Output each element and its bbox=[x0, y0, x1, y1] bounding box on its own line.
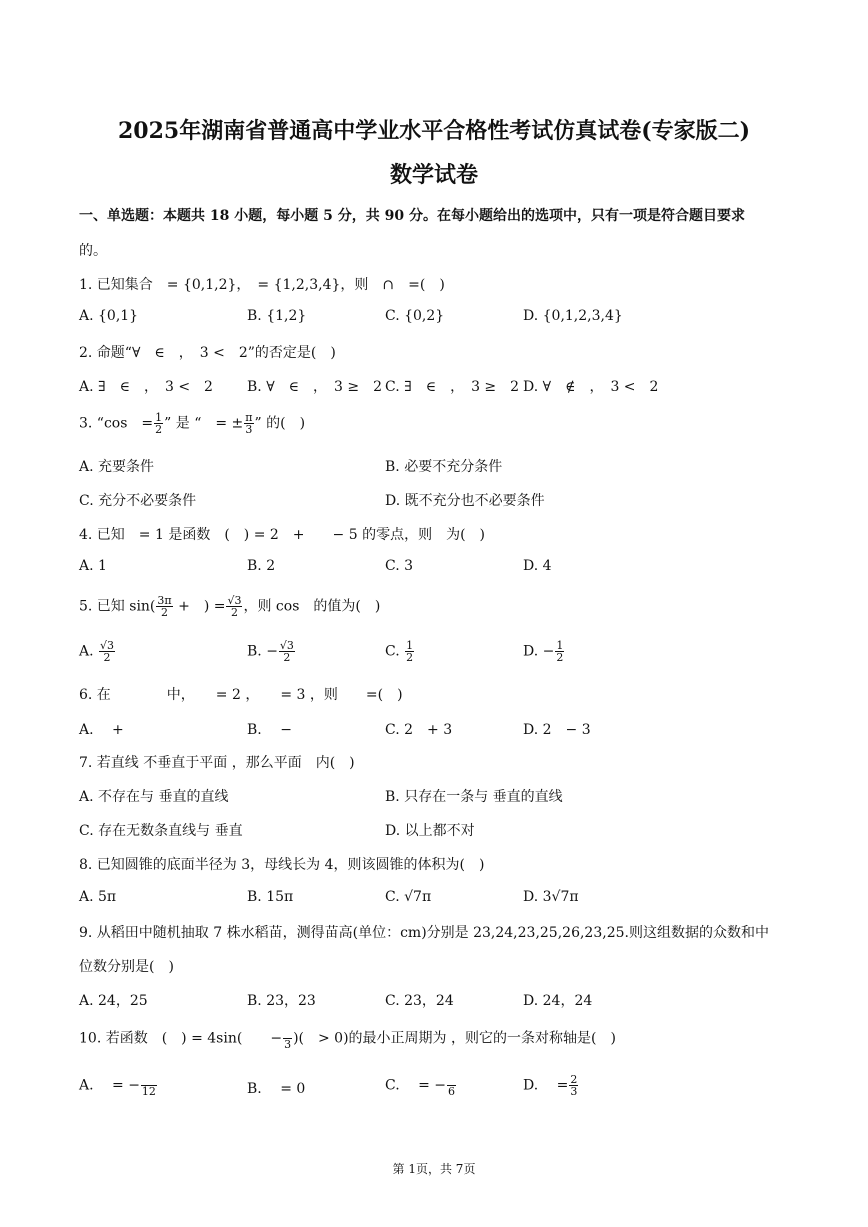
page-footer: 第 1页，共 7页 bbox=[392, 1162, 476, 1176]
q2-option-b: B. ∀ ∈ ， 3 ≥ 2 bbox=[247, 379, 382, 395]
q9-option-c: C. 23，24 bbox=[385, 993, 454, 1009]
q5-fraction-1: $\frac{3\pi}{2}$ bbox=[157, 594, 172, 619]
q7-option-b: B. 只存在一条与 垂直的直线 bbox=[385, 789, 563, 805]
q5-option-d: D. − $\frac{1}{2}$ bbox=[523, 639, 564, 664]
q7-option-a: A. 不存在与 垂直的直线 bbox=[79, 789, 229, 805]
q10-option-a: A. = − 12 bbox=[79, 1074, 158, 1097]
question-4-stem: 4. 已知 = 1 是函数 ( ) = 2 + − 5 的零点，则 为( ) bbox=[79, 527, 485, 543]
q7-option-d: D. 以上都不对 bbox=[385, 823, 475, 839]
q4-option-c: C. 3 bbox=[385, 558, 414, 574]
q5-fraction-2: $\frac{√3}{2}$ bbox=[227, 594, 242, 619]
question-10-stem bbox=[79, 1027, 616, 1050]
q2-option-c: C. ∃ ∈ ， 3 ≥ 2 bbox=[385, 379, 520, 395]
q8-option-b: B. 15π bbox=[247, 889, 294, 905]
q3-stem-part-c: ” 的( ) bbox=[254, 415, 306, 432]
q1-option-c: C. {0,2} bbox=[385, 308, 445, 324]
q1-option-a: A. {0,1} bbox=[79, 308, 139, 324]
q4-option-a: A. 1 bbox=[79, 558, 107, 574]
q3-option-d: D. 既不充分也不必要条件 bbox=[385, 493, 545, 509]
q10-stem-part-b: )( > 0)的最小正周期为 ，则它的一条对称轴是( ) bbox=[293, 1030, 616, 1047]
section-heading-line2: 的。 bbox=[79, 243, 107, 259]
question-6-stem: 6. 在 中， = 2 ， = 3 ，则 =( ) bbox=[79, 687, 403, 703]
q2-option-d: D. ∀ ∉ ， 3 < 2 bbox=[523, 379, 659, 395]
section-heading-line1: 一、单选题：本题共 18 小题，每小题 5 分，共 90 分。在每小题给出的选项中，只有一项是符合题目要求 bbox=[79, 208, 745, 224]
q10-option-d: D. = $\frac{2}{3}$ bbox=[523, 1073, 578, 1098]
q3-option-a: A. 充要条件 bbox=[79, 459, 155, 475]
exam-subtitle: 数学试卷 bbox=[389, 162, 478, 188]
q5-stem-part-c: ，则 cos 的值为( ) bbox=[243, 598, 381, 615]
q2-option-a: A. ∃ ∈ ， 3 < 2 bbox=[79, 379, 213, 395]
question-3-stem bbox=[79, 412, 305, 435]
question-5-stem bbox=[79, 595, 380, 618]
q7-option-c: C. 存在无数条直线与 垂直 bbox=[79, 823, 243, 839]
q4-option-d: D. 4 bbox=[523, 558, 552, 574]
q8-option-d: D. 3√7π bbox=[523, 889, 579, 905]
q3-stem-part-a: 3. “cos = bbox=[79, 415, 154, 432]
q5-stem-part-a: 5. 已知 sin( bbox=[79, 598, 156, 615]
q1-option-b: B. {1,2} bbox=[247, 308, 307, 324]
question-9-stem-line1: 9. 从稻田中随机抽取 7 株水稻苗，测得苗高(单位：cm)分别是 23,24,23,25,26,23,25.则这组数据的众数和中 bbox=[79, 925, 769, 941]
q9-option-a: A. 24，25 bbox=[79, 993, 148, 1009]
q5-option-c: C. $\frac{1}{2}$ bbox=[385, 639, 414, 664]
question-1-stem: 1. 已知集合 = {0,1,2}， = {1,2,3,4}，则 ∩ =( ) bbox=[79, 277, 445, 293]
question-7-stem: 7. 若直线 不垂直于平面 ，那么平面 内( ) bbox=[79, 755, 355, 771]
question-9-stem-line2: 位数分别是( ) bbox=[79, 959, 174, 975]
q1-option-d: D. {0,1,2,3,4} bbox=[523, 308, 623, 324]
q9-option-b: B. 23，23 bbox=[247, 993, 316, 1009]
q8-option-a: A. 5π bbox=[79, 889, 117, 905]
q3-option-b: B. 必要不充分条件 bbox=[385, 459, 503, 475]
q6-option-a: A. + bbox=[79, 722, 124, 738]
question-8-stem: 8. 已知圆锥的底面半径为 3，母线长为 4，则该圆锥的体积为( ) bbox=[79, 857, 485, 873]
q5-stem-part-b: + ) = bbox=[173, 598, 226, 615]
q6-option-d: D. 2 − 3 bbox=[523, 722, 591, 738]
q5-option-b: B. − $\frac{√3}{2}$ bbox=[247, 639, 294, 664]
q5-option-a: A. $\frac{√3}{2}$ bbox=[79, 639, 115, 664]
q3-option-c: C. 充分不必要条件 bbox=[79, 493, 197, 509]
question-2-stem: 2. 命题“∀ ∈ ， 3 < 2”的否定是( ) bbox=[79, 345, 336, 361]
q6-option-b: B. − bbox=[247, 722, 292, 738]
q9-option-d: D. 24，24 bbox=[523, 993, 593, 1009]
q10-fraction: 3 bbox=[283, 1027, 292, 1050]
q8-option-c: C. √7π bbox=[385, 889, 432, 905]
exam-title: 2025年湖南省普通高中学业水平合格性考试仿真试卷(专家版二) bbox=[117, 118, 751, 144]
q10-stem-part-a: 10. 若函数 ( ) = 4sin( − bbox=[79, 1030, 283, 1047]
q10-option-c: C. = − 6 bbox=[385, 1074, 457, 1097]
q4-option-b: B. 2 bbox=[247, 558, 276, 574]
q10-option-b: B. = 0 bbox=[247, 1081, 306, 1097]
q6-option-c: C. 2 + 3 bbox=[385, 722, 453, 738]
q3-stem-part-b: ” 是 “ = ± bbox=[164, 415, 244, 432]
q3-fraction-2: $\frac{\pi}{3}$ bbox=[245, 411, 253, 436]
q3-fraction-1: $\frac{1}{2}$ bbox=[155, 411, 163, 436]
